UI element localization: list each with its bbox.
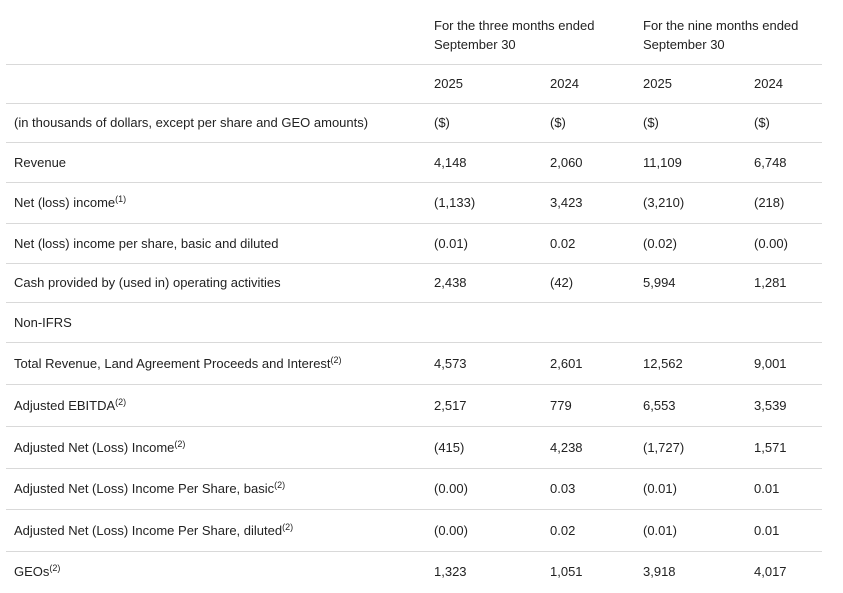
row-label [14,315,72,331]
three-months-header-line1: For the three months ended [434,18,595,33]
value-cell: 12,562 [643,355,683,371]
footnote-marker: (2) [174,438,186,449]
period-header-row [6,0,822,65]
value-cell: 4,148 [434,154,467,170]
value-cell: 2,601 [550,355,583,371]
value-cell: 3,918 [643,564,676,579]
footnote-marker: (2) [282,521,294,532]
nine-months-header [643,16,798,54]
footnote-marker: (2) [49,563,61,573]
value-cell: 1,281 [754,275,787,290]
table-row [6,104,822,143]
row-label-text: Cash provided by (used in) operating activities [14,275,281,290]
table-row [6,552,822,592]
row-label [14,440,185,456]
table-row [6,143,822,183]
row-label [14,356,342,372]
year-header-row [6,65,822,104]
value-cell: 2,060 [550,154,583,170]
footnote-marker: (2) [330,354,342,365]
value-cell: (42) [550,275,574,290]
value-cell: (0.01) [643,522,677,538]
row-label-text: Adjusted Net (Loss) Income [14,439,175,455]
value-cell: 3,539 [754,397,787,413]
row-label [14,195,126,211]
row-label [14,155,66,171]
value-cell: (0.00) [434,481,468,496]
table-row [6,510,822,552]
table-row [6,343,822,385]
footnote-marker: (2) [115,396,127,407]
year-header: 2025 [434,76,463,91]
value-cell: 0.03 [550,481,576,496]
value-cell: (218) [754,195,785,210]
footnote-marker: (1) [115,194,127,204]
value-cell: 2,438 [434,275,467,290]
value-cell: (1,133) [434,195,476,210]
value-cell: 0.01 [754,481,780,496]
year-header: 2024 [754,76,783,91]
value-cell: 3,423 [550,195,583,210]
row-label [14,236,278,252]
value-cell: 4,573 [434,355,467,371]
row-label-text: Adjusted Net (Loss) Income Per Share, basic [14,481,275,496]
value-cell: (0.00) [754,235,788,251]
row-label-text: Revenue [14,154,67,170]
row-label [14,481,285,497]
row-label [14,398,126,414]
value-cell: 11,109 [643,154,682,170]
value-cell: 4,017 [754,564,787,579]
row-label-text: Net (loss) income [14,195,116,210]
financial-summary-table [6,0,822,592]
table-row [6,385,822,427]
year-header: 2025 [643,76,672,91]
value-cell: 2,517 [434,397,467,413]
row-label-text: Total Revenue, Land Agreement Proceeds and Interest [14,355,331,371]
three-months-header-line2: September 30 [434,37,516,52]
value-cell: (0.02) [643,235,677,251]
nine-months-header-line1: For the nine months ended [643,18,799,33]
row-label [14,275,281,291]
value-cell: ($) [550,115,566,130]
row-label-text: GEOs [14,564,50,579]
value-cell: 0.02 [550,522,576,538]
table-row [6,427,822,469]
row-label-text: Adjusted Net (Loss) Income Per Share, diluted [14,522,283,538]
value-cell: (0.01) [643,481,677,496]
value-cell: 0.02 [550,235,576,251]
table-row [6,469,822,510]
row-label [14,564,60,580]
value-cell: 6,748 [754,154,787,170]
value-cell: 6,553 [643,397,676,413]
value-cell: 5,994 [643,275,676,290]
value-cell: 1,571 [754,439,787,455]
year-header: 2024 [550,76,579,91]
table-row [6,183,822,224]
value-cell: 1,323 [434,564,467,579]
value-cell: (1,727) [643,439,685,455]
value-cell: 0.01 [754,522,780,538]
value-cell: (415) [434,439,465,455]
nine-months-header-line2: September 30 [643,37,725,52]
value-cell: (0.00) [434,522,468,538]
value-cell: 9,001 [754,355,787,371]
table-row [6,224,822,264]
value-cell: (0.01) [434,235,468,251]
row-label-text: (in thousands of dollars, except per share and GEO amounts) [14,115,369,130]
table-body [6,104,822,592]
table-row [6,264,822,303]
footnote-marker: (2) [274,480,286,490]
three-months-header [434,16,594,54]
row-label-text: Net (loss) income per share, basic and diluted [14,235,279,251]
row-label-text: Non-IFRS [14,314,72,330]
value-cell: ($) [434,115,450,130]
value-cell: 4,238 [550,439,583,455]
row-label [14,115,368,131]
row-label [14,523,293,539]
value-cell: ($) [754,115,770,130]
value-cell: (3,210) [643,195,685,210]
value-cell: ($) [643,115,659,130]
table-row [6,303,822,343]
row-label-text: Adjusted EBITDA [14,397,116,413]
value-cell: 1,051 [550,564,583,579]
value-cell: 779 [550,397,572,413]
